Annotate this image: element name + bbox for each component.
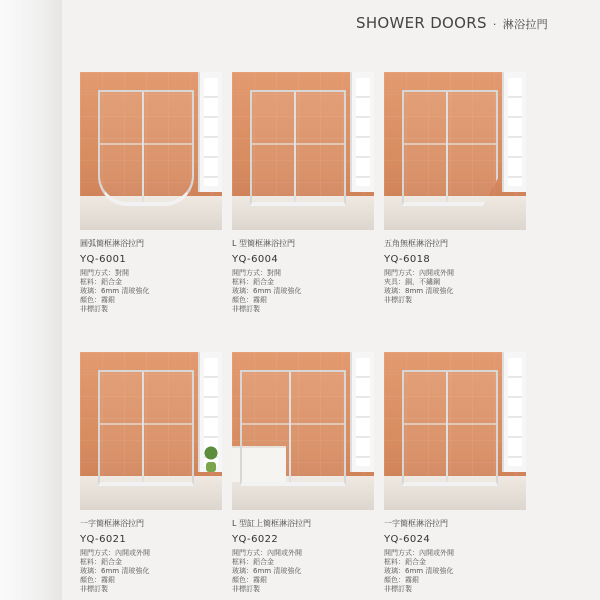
product-photo [384, 352, 526, 510]
product-specs [80, 549, 150, 594]
spec-line: 開門方式：對開 [80, 269, 129, 277]
plant-decor [202, 442, 220, 472]
product-photo [232, 72, 374, 230]
product-photo [232, 352, 374, 510]
product-name: 五角無框淋浴拉門 [384, 239, 448, 248]
spec-line: 顏色：霧銀 [232, 576, 267, 584]
spec-line: 顏色：霧銀 [80, 576, 115, 584]
spec-line: 非標訂製 [232, 585, 260, 593]
spec-line: 玻璃：6mm 清玻強化 [80, 287, 150, 295]
spec-line: 非標訂製 [384, 585, 412, 593]
spec-line: 非標訂製 [80, 305, 108, 313]
spec-line: 框料：鋁合金 [80, 278, 122, 286]
shower-enclosure-illustration [240, 370, 346, 486]
page-spine-shadow [0, 0, 62, 600]
spec-line: 玻璃：6mm 清玻強化 [232, 567, 302, 575]
spec-line: 顏色：霧銀 [80, 296, 115, 304]
spec-line: 玻璃：6mm 清玻強化 [80, 567, 150, 575]
spec-line: 玻璃：8mm 清玻強化 [384, 287, 454, 295]
product-name: 圓弧簡框淋浴拉門 [80, 239, 144, 248]
product-specs [80, 269, 149, 314]
spec-line: 非標訂製 [80, 585, 108, 593]
product-name: L 型缸上簡框淋浴拉門 [232, 519, 311, 528]
spec-line: 開門方式：對開 [232, 269, 281, 277]
spec-line: 開門方式：內開或外開 [384, 549, 454, 557]
spec-line: 非標訂製 [384, 296, 412, 304]
product-model: YQ-6024 [384, 534, 431, 545]
product-specs [384, 269, 454, 305]
spec-line: 玻璃：6mm 清玻強化 [232, 287, 302, 295]
spec-line: 顏色：霧銀 [232, 296, 267, 304]
product-photo [384, 72, 526, 230]
header-title-en: SHOWER DOORS [356, 14, 487, 32]
product-name: 一字簡框淋浴拉門 [80, 519, 144, 528]
spec-line: 框料：鋁合金 [80, 558, 122, 566]
spec-line: 顏色：霧銀 [384, 576, 419, 584]
spec-line: 開門方式：內開或外開 [80, 549, 150, 557]
spec-line: 開門方式：內開或外開 [384, 269, 454, 277]
spec-line: 非標訂製 [232, 305, 260, 313]
product-name: L 型簡框淋浴拉門 [232, 239, 295, 248]
product-model: YQ-6004 [232, 254, 279, 265]
product-specs [232, 269, 301, 314]
product-model: YQ-6001 [80, 254, 127, 265]
product-specs [232, 549, 302, 594]
header-title-cn: 淋浴拉門 [502, 18, 548, 31]
shower-enclosure-illustration [98, 90, 194, 206]
spec-line: 夾具：銅，不鏽鋼 [384, 278, 440, 286]
product-photo [80, 352, 222, 510]
shower-enclosure-illustration [402, 370, 498, 486]
spec-line: 框料：鋁合金 [232, 558, 274, 566]
shower-enclosure-illustration [250, 90, 346, 206]
product-model: YQ-6018 [384, 254, 431, 265]
product-model: YQ-6021 [80, 534, 127, 545]
header-separator: · [492, 18, 497, 31]
product-name: 一字簡框淋浴拉門 [384, 519, 448, 528]
spec-line: 開門方式：內開或外開 [232, 549, 302, 557]
spec-line: 框料：鋁合金 [384, 558, 426, 566]
spec-line: 玻璃：6mm 清玻強化 [384, 567, 454, 575]
shower-enclosure-illustration [402, 90, 498, 206]
spec-line: 框料：鋁合金 [232, 278, 274, 286]
product-photo [80, 72, 222, 230]
catalog-header [356, 14, 548, 32]
product-model: YQ-6022 [232, 534, 279, 545]
shower-enclosure-illustration [98, 370, 194, 486]
product-specs [384, 549, 454, 594]
